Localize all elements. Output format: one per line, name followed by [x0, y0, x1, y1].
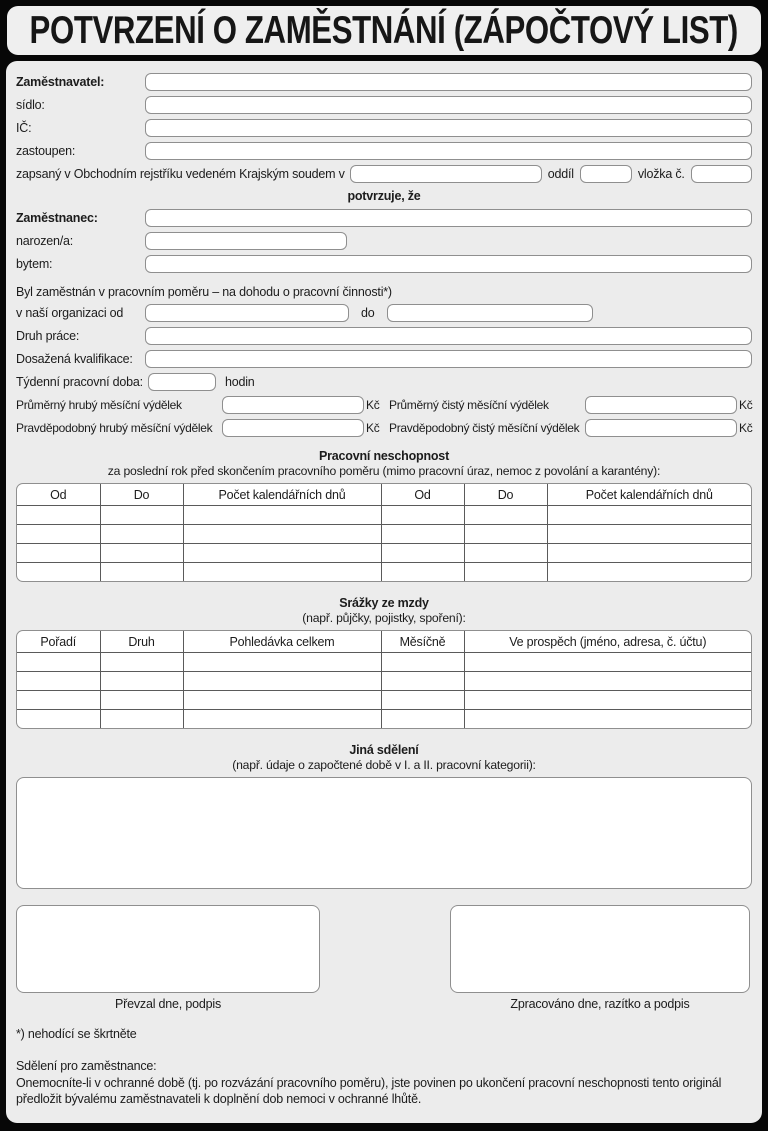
table-row — [17, 506, 751, 525]
qualification-label: Dosažená kvalifikace: — [16, 351, 133, 366]
processed-caption: Zpracováno dne, razítko a podpis — [510, 997, 690, 1011]
registry-label: zapsaný v Obchodním rejstříku vedeném Krajským soudem v — [16, 166, 345, 181]
received-signature-block — [16, 905, 320, 1011]
notice-body: Onemocníte-li v ochranné době (tj. po rozvázání pracovního poměru), jste povinen po ukončení pracovní neschopnosti tento originál předložit bývalému zaměstnavateli k doplnění dob nemoci v ochranné lhůtě. — [16, 1076, 722, 1106]
employment-from-input[interactable] — [145, 304, 349, 322]
form-title-bar — [7, 6, 761, 55]
column-header: Do — [464, 484, 547, 506]
employed-line: Byl zaměstnán v pracovním poměru – na dohodu o pracovní činnosti*) — [16, 285, 392, 299]
column-header: Měsíčně — [381, 631, 464, 653]
employer-row — [16, 70, 752, 93]
job-type-input[interactable] — [145, 327, 752, 345]
confirms-line: potvrzuje, že — [347, 189, 421, 203]
currency-label: Kč — [739, 397, 753, 412]
weekly-hours-label: Týdenní pracovní doba: — [16, 374, 143, 389]
employment-to-input[interactable] — [387, 304, 593, 322]
registry-section-input[interactable] — [580, 165, 632, 183]
represented-input[interactable] — [145, 142, 752, 160]
processed-signature-block — [450, 905, 750, 1011]
column-header: Pořadí — [17, 631, 100, 653]
employee-row — [16, 206, 752, 229]
born-input[interactable] — [145, 232, 347, 250]
notice-title: Sdělení pro zaměstnance: — [16, 1059, 157, 1073]
residence-input[interactable] — [145, 96, 752, 114]
employer-name-input[interactable] — [145, 73, 752, 91]
processed-signature-field[interactable] — [450, 905, 750, 993]
deductions-title: Srážky ze mzdy — [339, 596, 429, 610]
avg-gross-label: Průměrný hrubý měsíční výdělek — [16, 397, 182, 412]
probable-gross-input[interactable] — [222, 419, 364, 437]
probable-net-input[interactable] — [585, 419, 737, 437]
weekly-hours-input[interactable] — [148, 373, 216, 391]
employment-period-row — [16, 301, 752, 324]
deductions-table — [16, 630, 752, 729]
form-body — [6, 61, 762, 1123]
represented-label: zastoupen: — [16, 143, 76, 158]
table-row — [17, 672, 751, 691]
probable-net-label: Pravděpodobný čistý měsíční výdělek — [389, 420, 580, 435]
deductions-header-row — [17, 631, 751, 653]
registry-insert-input[interactable] — [691, 165, 752, 183]
hours-suffix: hodin — [224, 374, 255, 389]
registry-court-input[interactable] — [350, 165, 542, 183]
weekly-hours-row — [16, 370, 752, 393]
page-title: POTVRZENÍ O ZAMĚSTNÁNÍ (ZÁPOČTOVÝ LIST) — [29, 8, 739, 52]
column-header: Od — [17, 484, 100, 506]
footer — [16, 1027, 752, 1107]
currency-label: Kč — [739, 420, 753, 435]
column-header: Od — [381, 484, 464, 506]
address-input[interactable] — [145, 255, 752, 273]
probable-gross-label: Pravděpodobný hrubý měsíční výdělek — [16, 420, 213, 435]
table-row — [17, 525, 751, 544]
received-signature-field[interactable] — [16, 905, 320, 993]
incapacity-subtitle: za poslední rok před skončením pracovního poměru (mimo pracovní úraz, nemoc z povolání a karantény): — [107, 464, 661, 478]
other-notes-field[interactable] — [16, 777, 752, 889]
company-id-input[interactable] — [145, 119, 752, 137]
avg-net-input[interactable] — [585, 396, 737, 414]
registry-section-label: oddíl — [547, 166, 574, 181]
org-from-label: v naší organizaci od — [16, 305, 124, 320]
company-id-label: IČ: — [16, 120, 32, 135]
employee-label: Zaměstnanec: — [16, 210, 98, 225]
other-title: Jiná sdělení — [349, 743, 419, 757]
born-row — [16, 229, 752, 252]
company-id-row — [16, 116, 752, 139]
residence-label: sídlo: — [16, 97, 45, 112]
probable-earnings-row — [16, 416, 752, 439]
address-row — [16, 252, 752, 275]
table-row — [17, 653, 751, 672]
registry-insert-label: vložka č. — [637, 166, 685, 181]
strike-note: *) nehodící se škrtněte — [16, 1027, 137, 1041]
incapacity-table — [16, 483, 752, 582]
column-header: Pohledávka celkem — [183, 631, 381, 653]
qualification-input[interactable] — [145, 350, 752, 368]
avg-gross-input[interactable] — [222, 396, 364, 414]
address-label: bytem: — [16, 256, 53, 271]
column-header: Ve prospěch (jméno, adresa, č. účtu) — [464, 631, 751, 653]
incapacity-title: Pracovní neschopnost — [318, 449, 450, 463]
job-type-label: Druh práce: — [16, 328, 80, 343]
table-row — [17, 544, 751, 563]
registry-row — [16, 162, 752, 185]
table-row — [17, 710, 751, 729]
represented-row — [16, 139, 752, 162]
job-type-row — [16, 324, 752, 347]
employer-label: Zaměstnavatel: — [16, 74, 105, 89]
currency-label: Kč — [366, 420, 380, 435]
currency-label: Kč — [366, 397, 380, 412]
deductions-subtitle: (např. půjčky, pojistky, spoření): — [302, 611, 466, 625]
table-row — [17, 563, 751, 582]
signature-row — [16, 905, 752, 1011]
table-row — [17, 691, 751, 710]
column-header: Počet kalendářních dnů — [183, 484, 381, 506]
column-header: Do — [100, 484, 183, 506]
incapacity-header-row — [17, 484, 751, 506]
residence-row — [16, 93, 752, 116]
employee-name-input[interactable] — [145, 209, 752, 227]
column-header: Druh — [100, 631, 183, 653]
to-label: do — [361, 305, 375, 320]
avg-net-label: Průměrný čistý měsíční výdělek — [389, 397, 549, 412]
other-subtitle: (např. údaje o započtené době v I. a II. pracovní kategorii): — [232, 758, 536, 772]
received-caption: Převzal dne, podpis — [115, 997, 221, 1011]
qualification-row — [16, 347, 752, 370]
average-earnings-row — [16, 393, 752, 416]
column-header: Počet kalendářních dnů — [547, 484, 751, 506]
born-label: narozen/a: — [16, 233, 74, 248]
